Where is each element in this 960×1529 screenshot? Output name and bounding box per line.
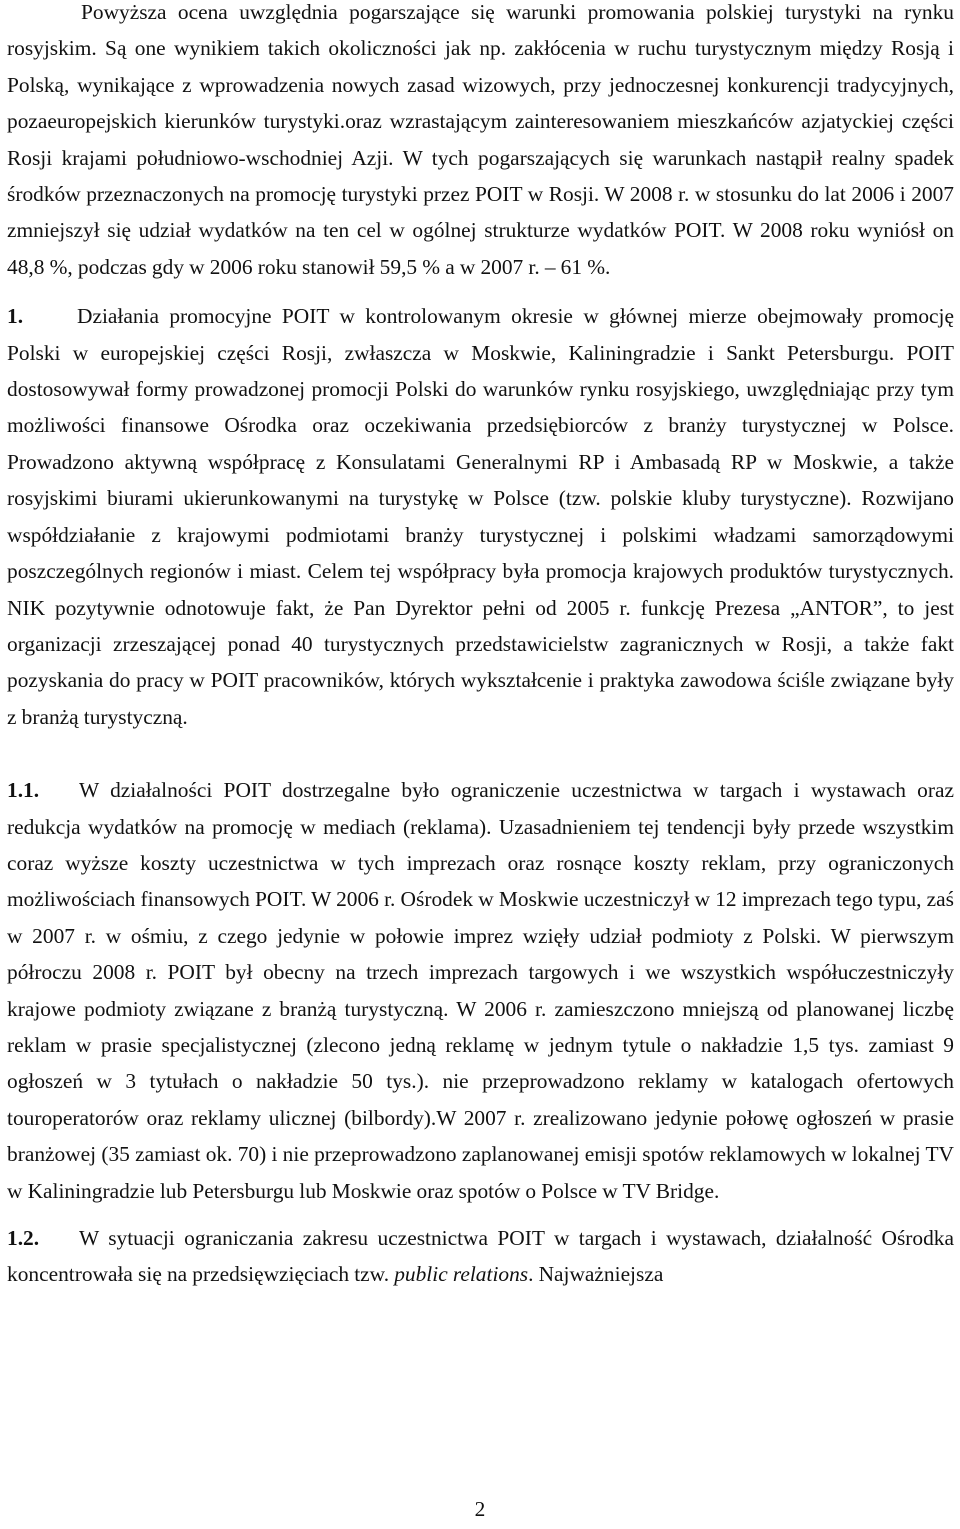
- section-1-2-italic-term: public relations: [394, 1262, 529, 1287]
- page-number: 2: [474, 1497, 486, 1521]
- section-1-2-text-after: . Najważniejsza: [528, 1262, 664, 1287]
- section-1-2-paragraph: [7, 1220, 954, 1293]
- section-1-2-text-before: W sytuacji ograniczania zakresu uczestnictwa POIT w targach i wystawach, działalność Ośrodka koncentrowała się na przedsięwzięciach tzw.: [7, 1226, 954, 1287]
- section-1-text: Działania promocyjne POIT w kontrolowanym okresie w głównej mierze obejmowały promocję Polski w europejskiej części Rosji, zwłaszcza w Moskwie, Kaliningradzie i Sankt Petersburgu. POIT dostosowywał formy prowadzonej promocji Polski do warunków rynku rosyjskiego, uwzględniając przy tym możliwości finansowe Ośrodka oraz oczekiwania przedsiębiorców z branży turystycznej w Polsce. Prowadzono aktywną współpracę z Konsulatami Generalnymi RP i Ambasadą RP w Moskwie, a także rosyjskimi biurami ukierunkowanymi na turystykę w Polsce (tzw. polskie kluby turystyczne). Rozwijano współdziałanie z krajowymi podmiotami branży turystycznej i polskimi władzami samorządowymi poszczególnych regionów i miast. Celem tej współpracy była promocja krajowych produktów turystycznych. NIK pozytywnie odnotowuje fakt, że Pan Dyrektor pełni od 2005 r. funkcję Prezesa „ANTOR”, to jest organizacji zrzeszającej ponad 40 turystycznych przedstawicielstw zagranicznych w Rosji, a także fakt pozyskania do pracy w POIT pracowników, których wykształcenie i praktyka zawodowa ściśle związane były z branżą turystyczną.: [7, 304, 954, 729]
- section-1-1-paragraph: [7, 772, 954, 1209]
- section-1-paragraph: [7, 298, 954, 735]
- section-1-1-number: 1.1.: [7, 778, 40, 803]
- document-page: [7, 0, 954, 1293]
- intro-text: Powyższa ocena uwzględnia pogarszające się warunki promowania polskiej turystyki na rynku rosyjskim. Są one wynikiem takich okoliczności jak np. zakłócenia w ruchu turystycznym między Rosją i Polską, wynikające z wprowadzenia nowych zasad wizowych, przy jednoczesnej konkurencji tradycyjnych, pozaeuropejskich kierunków turystyki.oraz wzrastającym zainteresowaniem mieszkańców azjatyckiej części Rosji krajami południowo-wschodniej Azji. W tych pogarszających się warunkach nastąpił realny spadek środków przeznaczonych na promocję turystyki przez POIT w Rosji. W 2008 r. w stosunku do lat 2006 i 2007 zmniejszył się udział wydatków na ten cel w ogólnej strukturze wydatków POIT. W 2008 roku wyniósł on 48,8 %, podczas gdy w 2006 roku stanowił 59,5 % a w 2007 r. – 61 %.: [7, 0, 954, 279]
- section-1-1-text: W działalności POIT dostrzegalne było ograniczenie uczestnictwa w targach i wystawach oraz redukcja wydatków na promocję w mediach (reklama). Uzasadnieniem tej tendencji były przede wszystkim coraz wyższe koszty uczestnictwa w tych imprezach oraz rosnące koszty reklam, przy ograniczonych możliwościach finansowych POIT. W 2006 r. Ośrodek w Moskwie uczestniczył w 12 imprezach tego typu, zaś w 2007 r. w ośmiu, z czego jedynie w połowie imprez wzięły udział podmioty z Polski. W pierwszym półroczu 2008 r. POIT był obecny na trzech imprezach targowych i we wszystkich współuczestniczyły krajowe podmioty związane z branżą turystyczną. W 2006 r. zamieszczono mniejszą od planowanej liczbę reklam w prasie specjalistycznej (zlecono jedną reklamę w jednym tytule o nakładzie 1,5 tys. zamiast 9 ogłoszeń w 3 tytułach o nakładzie 50 tys.). nie przeprowadzono reklamy w katalogach ofertowych touroperatorów oraz reklamy ulicznej (bilbordy).W 2007 r. zrealizowano jedynie połowę ogłoszeń w prasie branżowej (35 zamiast ok. 70) i nie przeprowadzono zaplanowanej emisji spotów reklamowych w lokalnej TV w Kaliningradzie lub Petersburgu lub Moskwie oraz spotów o Polsce w TV Bridge.: [7, 778, 954, 1203]
- section-1-2-number: 1.2.: [7, 1226, 40, 1250]
- section-1-number: 1.: [7, 304, 24, 329]
- intro-paragraph: [7, 0, 954, 285]
